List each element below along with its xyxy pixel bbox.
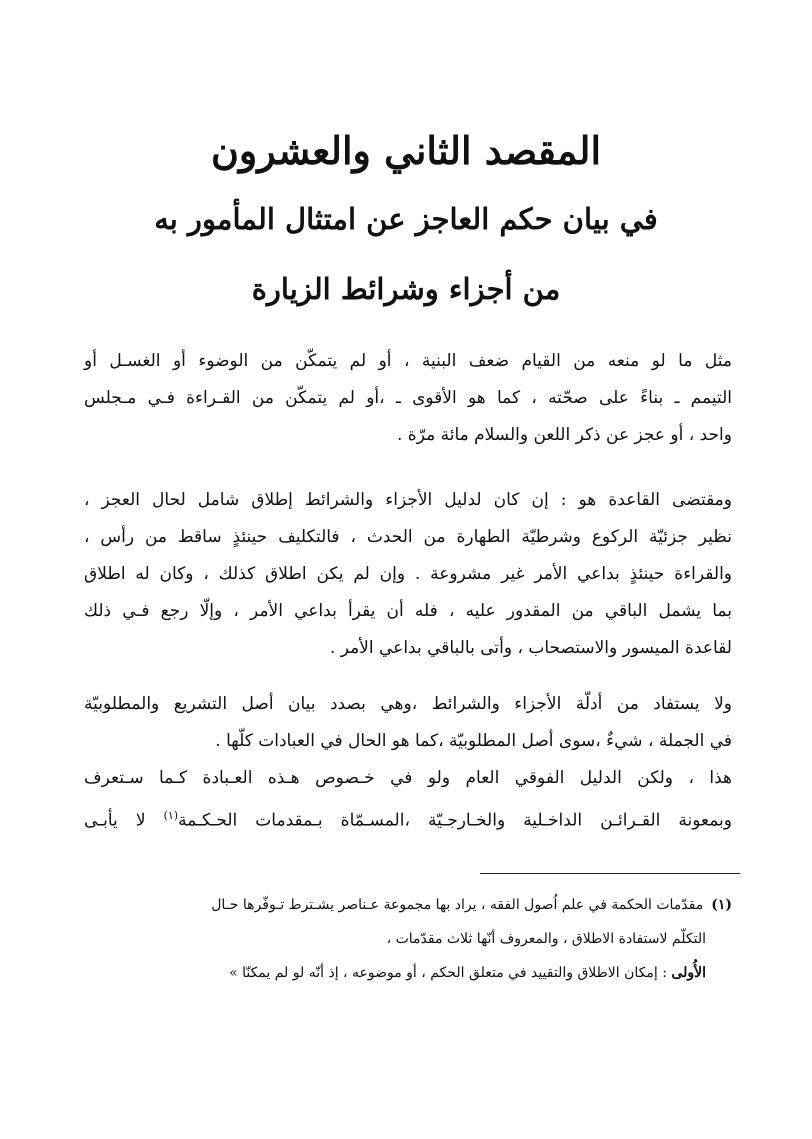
paragraph-line-with-footnote-ref (84, 797, 732, 840)
footnote-term: الأُولى (671, 965, 706, 981)
paragraph-2 (84, 482, 732, 667)
footnote-separator (480, 873, 740, 874)
footnote-text: مقدّمات الحكمة في علم اُصول الفقه ، يراد بها مجموعة عـناصر يشـترط تـوفّرها حـال (211, 897, 704, 913)
paragraph-4 (84, 760, 732, 840)
paragraph-line: في الجملة ، شيءٌ ،سوى أصل المطلوبيّة ،كما هو الحال في العبادات كلّها . (215, 731, 732, 751)
footnote-text: : إمكان الاطلاق والتقييد في متعلق الحكم ، أو موضوعه ، إذ أنّه لو لم يمكنّا » (229, 965, 667, 981)
paragraph-3 (84, 686, 732, 760)
footnote-line (84, 956, 732, 990)
footnote-line: التكلّم لاستفادة الاطلاق ، والمعروف أنّها ثلاث مقدّمات ، (386, 931, 706, 947)
paragraph-line: بما يشمل الباقي من المقدور عليه ، فله أن يقرأ بداعي الأمر ، وإلّا رجع فـي ذلك (84, 601, 732, 621)
paragraph-line: ومقتضى القاعدة هو : إن كان لدليل الأجزاء والشرائط إطلاق شامل لحال العجز ، (84, 490, 732, 510)
chapter-title: المقصد الثاني والعشرون (210, 128, 602, 173)
paragraph-text: وبمعونة القـرائـن الداخـلية والخـارجـيّة ،المسـمّاة بـمقدمات الحـكـمة (178, 810, 732, 831)
paragraph-line: مثل ما لو منعه من القيام ضعف البنية ، أو لم يتمكّن من الوضوء أو الغسـل أو (84, 351, 732, 371)
paragraph-line: لقاعدة الميسور والاستصحاب ، وأتى بالباقي بداعي الأمر . (329, 638, 732, 658)
footnote-marker: (١) (711, 897, 732, 913)
paragraph-line: والقراءة حينئذٍ بداعي الأمر غير مشروعة . وإن لم يكن اطلاق كذلك ، وكان له اطلاق (84, 564, 732, 584)
chapter-subtitle-line-2: من أجزاء وشرائط الزيارة (251, 272, 561, 306)
paragraph-line: واحد ، أو عجز عن ذكر اللعن والسلام مائة مرّة . (397, 425, 732, 445)
paragraph-line: هذا ، ولكن الدليل الفوقي العام ولو في خـصوص هـذه العـبادة كـما سـتعرف (84, 768, 732, 788)
footnote-reference: (١) (163, 809, 179, 822)
footnote-line (84, 888, 732, 922)
paragraph-line: التيمم ـ بناءً على صحّته ، كما هو الأقوى ـ ،أو لم يتمكّن من القـراءة فـي مـجلس (84, 388, 732, 408)
chapter-subtitle-line-1: في بيان حكم العاجز عن امتثال المأمور به (154, 202, 658, 236)
paragraph-1 (84, 343, 732, 454)
paragraph-line: ولا يستفاد من أدلّة الأجزاء والشرائط ،وهي بصدد بيان أصل التشريع والمطلوبيّة (84, 694, 732, 714)
paragraph-line: نظير جزئيّة الركوع وشرطيّة الطهارة من الحدث ، فالتكليف حينئذٍ ساقط من رأس ، (84, 527, 732, 547)
footnote (84, 888, 732, 990)
paragraph-text: لا يأبـى (84, 810, 164, 831)
